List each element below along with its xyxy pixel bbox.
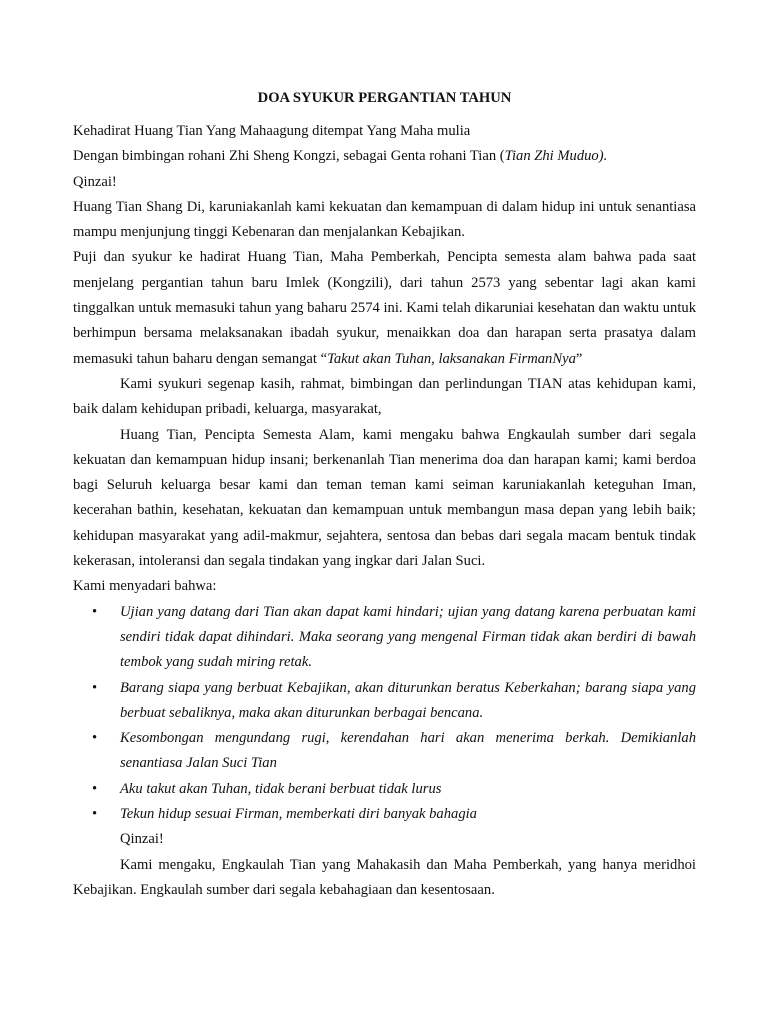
intro-line-2 (73, 144, 696, 169)
intro-qinzai: Qinzai! (73, 173, 117, 190)
paragraph-4: Huang Tian, Pencipta Semesta Alam, kami mengaku bahwa Engkaulah sumber dari segala kekuatan dan kemampuan hidup insani; berkenanlah Tian menerima doa dan harapan kami; kami berdoa bagi Seluruh keluarga besar kami dan teman teman kami seiman karuniakanlah keteguhan Iman, kecerahan bathin, kesehatan, kekuatan dan kemampuan untuk membangun masa depan yang lebih baik; kehidupan masyarakat yang adil-makmur, sejahtera, sentosa dan bebas dari segala macam bentuk tindak kekerasan, intoleransi dan segala tindakan yang ingkar dari Jalan Suci. (73, 426, 696, 570)
paragraph-2-motto: Takut akan Tuhan, laksanakan FirmanNya (327, 350, 576, 367)
intro-line-2-text: Dengan bimbingan rohani Zhi Sheng Kongzi, sebagai Genta rohani Tian ( (73, 148, 505, 165)
bullet-text-5: Tekun hidup sesuai Firman, memberkati diri banyak bahagia (120, 806, 477, 823)
paragraph-2 (73, 245, 696, 371)
bullet-item-4 (92, 777, 696, 802)
document-page (73, 86, 696, 903)
bullet-item-3 (92, 726, 696, 777)
bullet-marker: • (92, 603, 98, 620)
paragraph-2-end: ” (575, 350, 583, 367)
intro-line-1: Kehadirat Huang Tian Yang Mahaagung ditempat Yang Maha mulia (73, 123, 471, 139)
bullet-text-3: Kesombongan mengundang rugi, kerendahan hari akan menerima berkah. Demikianlah senantiasa Jalan Suci Tian (120, 730, 696, 772)
bullet-text-2: Barang siapa yang berbuat Kebajikan, akan diturunkan beratus Keberkahan; barang siapa yang berbuat sebaliknya, maka akan diturunkan berbagai bencana. (120, 679, 696, 721)
bullet-list (73, 600, 696, 828)
bullet-marker: • (92, 806, 98, 823)
paragraph-1: Huang Tian Shang Di, karuniakanlah kami kekuatan dan kemampuan di dalam hidup ini untuk senantiasa mampu menjunjung tinggi Kebenaran dan menjalankan Kebajikan. (73, 198, 696, 241)
bullet-item-2 (92, 676, 696, 727)
closing-qinzai: Qinzai! (120, 831, 164, 848)
bullet-text-4: Aku takut akan Tuhan, tidak berani berbuat tidak lurus (120, 780, 442, 797)
paragraph-5: Kami menyadari bahwa: (73, 578, 217, 595)
paragraph-6: Kami mengaku, Engkaulah Tian yang Mahakasih dan Maha Pemberkah, yang hanya meridhoi Kebajikan. Engkaulah sumber dari segala kebahagiaan dan kesentosaan. (73, 856, 696, 898)
bullet-item-1 (92, 600, 696, 676)
bullet-marker: • (92, 730, 98, 747)
bullet-item-5 (92, 802, 696, 827)
document-title: DOA SYUKUR PERGANTIAN TAHUN (257, 90, 512, 106)
paragraph-2-text: Puji dan syukur ke hadirat Huang Tian, Maha Pemberkah, Pencipta semesta alam bahwa pada saat menjelang pergantian tahun baru Imlek (Kongzili), dari tahun 2573 yang sebentar lagi akan kami tinggalkan untuk memasuki tahun yang baharu 2574 ini. Kami telah dikaruniai kesehatan dan waktu untuk berhimpun bersama melaksanakan ibadah syukur, menaikkan doa dan harapan serta prasatya dalam memasuki tahun baharu dengan semangat “ (73, 249, 696, 367)
bullet-marker: • (92, 679, 98, 696)
bullet-text-1: Ujian yang datang dari Tian akan dapat kami hindari; ujian yang datang karena perbuatan kami sendiri tidak dapat dihindari. Maka seorang yang mengenal Firman tidak akan berdiri di bawah tembok yang sudah miring retak. (120, 603, 696, 671)
paragraph-3: Kami syukuri segenap kasih, rahmat, bimbingan dan perlindungan TIAN atas kehidupan kami, baik dalam kehidupan pribadi, keluarga, masyarakat, (73, 375, 696, 418)
intro-line-2-italic: Tian Zhi Muduo). (504, 148, 608, 165)
bullet-marker: • (92, 780, 98, 797)
